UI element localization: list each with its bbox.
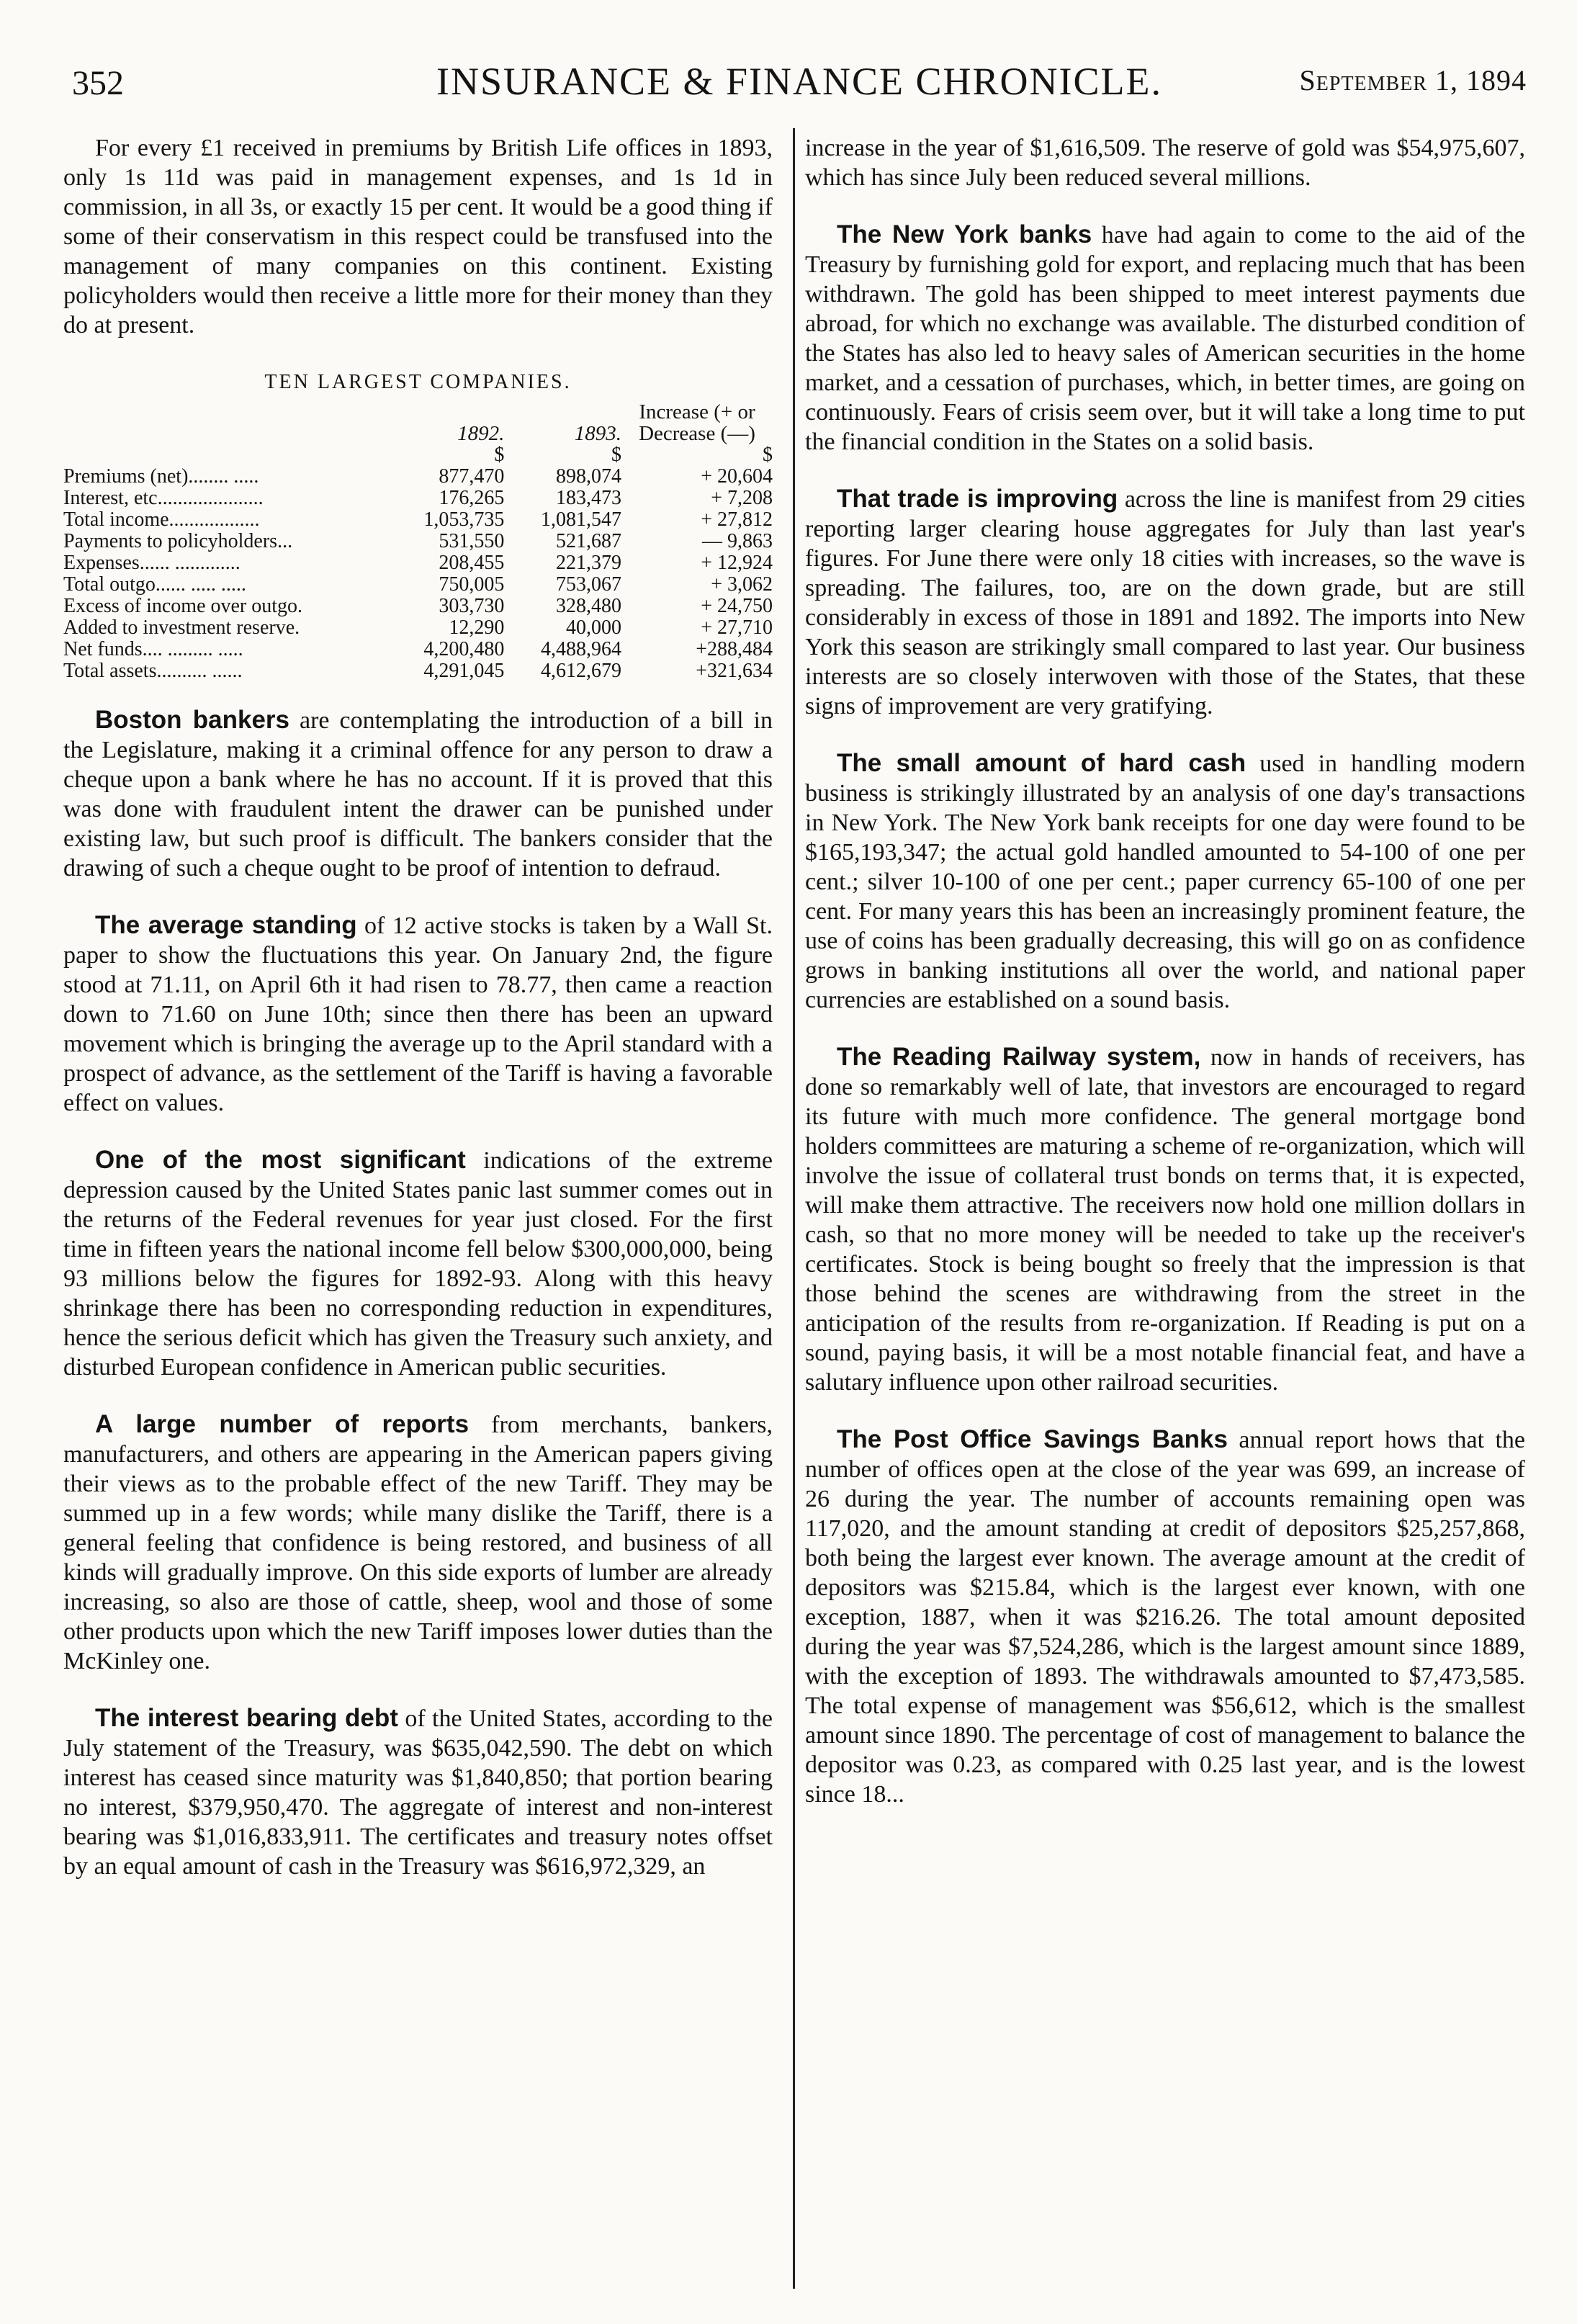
lead-text: The small amount of hard cash bbox=[837, 749, 1246, 777]
value-1892: 531,550 bbox=[439, 530, 505, 552]
col-header-1893: 1893. bbox=[574, 422, 621, 445]
table-row bbox=[63, 574, 773, 596]
value-1893: 183,473 bbox=[556, 487, 621, 509]
row-label: Total outgo...... ..... ..... bbox=[63, 573, 246, 596]
value-change: + 27,710 bbox=[701, 616, 773, 639]
lead-text: The New York banks bbox=[837, 220, 1092, 248]
row-label: Excess of income over outgo. bbox=[63, 595, 303, 617]
row-label: Net funds.... ......... ..... bbox=[63, 638, 243, 660]
lead-text: The interest bearing debt bbox=[95, 1704, 398, 1732]
left-column bbox=[63, 133, 773, 1908]
row-label: Total income.................. bbox=[63, 508, 260, 531]
lead-text: The average standing bbox=[95, 911, 357, 939]
column-divider bbox=[793, 128, 795, 2289]
issue-date: September 1, 1894 bbox=[1299, 64, 1527, 97]
row-label: Premiums (net)........ ..... bbox=[63, 465, 259, 488]
lead-text: The Reading Railway system, bbox=[837, 1043, 1201, 1071]
paragraph-reading-railway: The Reading Railway system, now in hands of receivers, has done so remarkably well of late, that investors are encouraged to regard its future with much more confidence. The general mortgage bond holders committees are maturing a scheme of re-organization, which will involve the issue of collateral trust bonds on terms that, it is expected, will make them attractive. The receivers now hold one million dollars in cash, so that no more money will be needed to take up the receiver's certificates. Stock is being bought so freely that the impression is that those behind the scenes are withdrawing from the street in the anticipation of the results from re-organization. If Reading is put on a sound, paying basis, it will be a most notable financial feat, and have a salutary influence upon other railroad securities. bbox=[805, 1043, 1526, 1396]
value-change: +288,484 bbox=[696, 638, 773, 660]
value-1892: 4,291,045 bbox=[423, 660, 505, 682]
table-row bbox=[63, 552, 773, 574]
value-change: + 7,208 bbox=[711, 487, 773, 509]
table-header-row bbox=[63, 401, 773, 444]
value-change: + 3,062 bbox=[711, 573, 773, 596]
value-1893: 4,488,964 bbox=[541, 638, 621, 660]
ten-largest-companies-table bbox=[63, 401, 773, 682]
paragraph-significant-indications: One of the most significant indications of the extreme depression caused by the United States panic last summer comes out in the returns of the Federal revenues for year just closed. For the first time in fifteen years the national income fell below $300,000,000, being 93 millions below the figures for 1892-93. Along with this heavy shrinkage there has been no corresponding reduction in expenditures, hence the serious deficit which has given the Treasury such anxiety, and disturbed European confidence in American public securities. bbox=[63, 1146, 773, 1381]
paragraph-continued: increase in the year of $1,616,509. The reserve of gold was $54,975,607, which has since July been reduced several millions. bbox=[805, 135, 1525, 191]
paragraph-post-office-savings: The Post Office Savings Banks annual report hows that the number of offices open at the close of the year was 699, an increase of 26 during the year. The number of accounts remaining open was 117,020, and the amount standing at credit of depositors $25,257,868, both being the largest ever known. The average amount at the credit of depositors was $215.84, which is the largest ever known, with one exception, 1887, when it was $216.26. The total amount deposited during the year was $7,524,286, which is the largest amount since 1889, with the exception of 1893. The withdrawals amounted to $7,473,585. The total expense of management was $56,612, which is the smallest amount since 1890. The percentage of cost of management to balance the depositor was 0.23, as compared with 0.25 last year, and is the lowest since 18... bbox=[805, 1425, 1525, 1808]
value-change: +321,634 bbox=[696, 660, 773, 682]
unit-cell: $ bbox=[611, 444, 621, 466]
table-row bbox=[63, 596, 773, 617]
value-change: + 24,750 bbox=[701, 595, 773, 617]
value-1892: 4,200,480 bbox=[423, 638, 505, 660]
paragraph-interest-debt: The interest bearing debt of the United States, according to the July statement of the Treasury, was $635,042,590. The debt on which interest has ceased since maturity was $1,840,850; that portion bearing no interest, $379,950,470. The aggregate of interest and non-interest bearing was $1,016,833,911. The certificates and treasury notes offset by an equal amount of cash in the Treasury was $616,972,329, an bbox=[63, 1704, 773, 1880]
value-change: + 20,604 bbox=[701, 465, 773, 488]
page-number: 352 bbox=[72, 64, 124, 102]
value-1893: 40,000 bbox=[566, 616, 621, 639]
value-change: + 27,812 bbox=[701, 508, 773, 531]
value-1893: 753,067 bbox=[556, 573, 621, 596]
value-1893: 1,081,547 bbox=[541, 508, 621, 531]
table-row bbox=[63, 531, 773, 552]
table-row bbox=[63, 509, 773, 531]
paragraph-trade-improving: That trade is improving across the line is manifest from 29 cities reporting larger clearing house aggregates for July than last year's figures. For June there were only 18 cities with increases, so the wave is spreading. The failures, too, are on the down grade, but are still considerably in excess of those in 1891 and 1892. The imports into New York this season are strikingly small compared to last year. Our business interests are so closely interwoven with those of the States, that these signs of improvement are very gratifying. bbox=[805, 485, 1525, 719]
table-title: TEN LARGEST COMPANIES. bbox=[264, 371, 572, 393]
paragraph-average-standing: The average standing of 12 active stocks is taken by a Wall St. paper to show the fluctuations this year. On January 2nd, the figure stood at 71.11, on April 6th it had risen to 78.77, then came a reaction down to 71.60 on June 10th; since then there has been an upward movement which is bringing the average up to the April standard with a prospect of advance, as the settlement of the Tariff is having a favorable effect on values. bbox=[63, 911, 773, 1116]
row-label: Added to investment reserve. bbox=[63, 616, 300, 639]
value-1892: 303,730 bbox=[439, 595, 505, 617]
table-row bbox=[63, 639, 773, 660]
value-1892: 1,053,735 bbox=[423, 508, 505, 531]
value-1892: 12,290 bbox=[449, 616, 505, 639]
value-1893: 898,074 bbox=[556, 465, 621, 488]
paragraph-boston-bankers: Boston bankers are contemplating the introduction of a bill in the Legislature, making it a criminal offence for any person to draw a cheque upon a bank where he has no account. If it is proved that this was done with fraudulent intent the drawer can be punished under existing law, but such proof is difficult. The bankers consider that the drawing of such a cheque ought to be proof of intention to defraud. bbox=[63, 706, 773, 881]
value-1893: 4,612,679 bbox=[541, 660, 621, 682]
value-1893: 328,480 bbox=[556, 595, 621, 617]
row-label: Expenses...... ............. bbox=[63, 552, 241, 574]
value-1893: 221,379 bbox=[556, 552, 621, 574]
value-change: — 9,863 bbox=[702, 530, 773, 552]
value-1893: 521,687 bbox=[556, 530, 621, 552]
journal-title: INSURANCE & FINANCE CHRONICLE. bbox=[436, 60, 1163, 103]
row-label: Total assets.......... ...... bbox=[63, 660, 243, 682]
lead-text: Boston bankers bbox=[95, 706, 290, 734]
paragraph-premiums: For every £1 received in premiums by British Life offices in 1893, only 1s 11d was paid in management expenses, and 1s 1d in commission, in all 3s, or exactly 15 per cent. It would be a good thing if some of their conservatism in this respect could be transfused into the management of many companies on this continent. Existing policyholders would then receive a little more for their money than they do at present. bbox=[63, 135, 773, 338]
unit-cell: $ bbox=[763, 444, 773, 466]
lead-text: That trade is improving bbox=[837, 485, 1118, 513]
value-1892: 208,455 bbox=[439, 552, 505, 574]
unit-cell: $ bbox=[494, 444, 505, 466]
col-header-1892: 1892. bbox=[457, 422, 505, 445]
table-row bbox=[63, 466, 773, 488]
row-label: Interest, etc..................... bbox=[63, 487, 264, 509]
paragraph-new-york-banks: The New York banks have had again to come to the aid of the Treasury by furnishing gold for export, and replacing much that has been withdrawn. The gold has been shipped to meet interest payments due abroad, for which no exchange was available. The disturbed condition of the States has also led to heavy sales of American securities in the home market, and a cessation of purchases, which, in better times, are going on continuously. Fears of crisis seem over, but it will take a long time to put the financial condition in the States on a solid basis. bbox=[805, 220, 1525, 455]
col-header-change: Increase (+ or Decrease (—) bbox=[639, 400, 755, 445]
paragraph-hard-cash: The small amount of hard cash used in handling modern business is strikingly illustrated by an analysis of one day's transactions in New York. The New York bank receipts for one day were found to be $165,193,347; the actual gold handled amounted to 54-100 of one per cent.; silver 10-100 of one per cent.; paper currency 65-100 of one per cent. For many years this has been an increasingly prominent feature, the use of coins has been gradually decreasing, this will go on as confidence grows in banking institutions all over the world, and national paper currencies are established on a sound basis. bbox=[805, 749, 1525, 1013]
value-1892: 877,470 bbox=[439, 465, 505, 488]
value-1892: 750,005 bbox=[439, 573, 505, 596]
right-column bbox=[805, 133, 1525, 1836]
table-row bbox=[63, 617, 773, 639]
lead-text: A large number of reports bbox=[95, 1410, 469, 1438]
paragraph-reports: A large number of reports from merchants, bankers, manufacturers, and others are appearing in the American papers giving their views as to the probable effect of the new Tariff. They may be summed up in a few words; while many dislike the Tariff, there is a general feeling that confidence is being restored, and business of all kinds will gradually improve. On this side exports of lumber are already increasing, so also are those of cattle, sheep, wool and those of some other products upon which the new Tariff imposes lower duties than the McKinley one. bbox=[63, 1410, 773, 1674]
table-row bbox=[63, 488, 773, 509]
table-row bbox=[63, 660, 773, 682]
lead-text: One of the most significant bbox=[95, 1146, 466, 1174]
value-1892: 176,265 bbox=[439, 487, 505, 509]
value-change: + 12,924 bbox=[701, 552, 773, 574]
page-header bbox=[72, 50, 1527, 108]
row-label: Payments to policyholders... bbox=[63, 530, 293, 552]
units-row bbox=[63, 444, 773, 466]
lead-text: The Post Office Savings Banks bbox=[837, 1425, 1228, 1453]
